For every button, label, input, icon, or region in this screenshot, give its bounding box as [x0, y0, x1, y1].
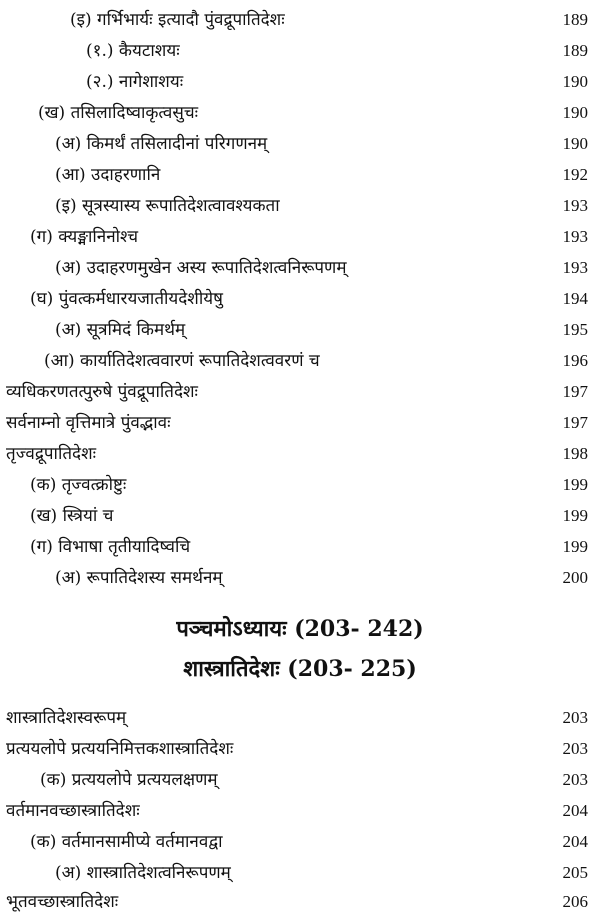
toc-entry	[0, 345, 600, 379]
entry-title: (क) तृज्वत्क्रोष्टुः	[30, 475, 127, 495]
entry-page: 203	[562, 739, 588, 758]
entry-title: (अ) उदाहरणमुखेन अस्य रूपातिदेशत्वनिरूपणम्	[55, 258, 347, 278]
entry-page: 193	[562, 258, 588, 277]
entry-page: 203	[562, 708, 588, 727]
entry-page: 190	[562, 103, 588, 122]
entry-title: (ग) विभाषा तृतीयादिष्वचि	[30, 537, 191, 557]
entry-title: (ख) स्त्रियां च	[30, 506, 114, 526]
toc-entry	[0, 438, 600, 472]
entry-title: (अ) रूपातिदेशस्य समर्थनम्	[55, 568, 223, 588]
toc-entry	[0, 97, 600, 131]
toc-entry	[0, 702, 600, 736]
entry-page: 197	[562, 413, 588, 432]
toc-entry	[0, 376, 600, 410]
entry-title: (१.) कैयटाशयः	[86, 41, 180, 61]
entry-page: 189	[562, 10, 588, 29]
entry-title: (इ) सूत्रस्यास्य रूपातिदेशत्वावश्यकता	[55, 196, 280, 216]
entry-page: 198	[562, 444, 588, 463]
toc-entry	[0, 886, 600, 920]
entry-page: 196	[562, 351, 588, 370]
toc-entry	[0, 221, 600, 255]
entry-title: तृज्वद्रूपातिदेशः	[6, 444, 97, 464]
entry-title: (ग) क्यङ्मानिनोश्च	[30, 227, 139, 247]
toc-entry	[0, 283, 600, 317]
toc-entry	[0, 562, 600, 596]
entry-page: 206	[562, 892, 588, 911]
entry-page: 204	[562, 801, 588, 820]
entry-title: (आ) कार्यातिदेशत्ववारणं रूपातिदेशत्ववरणं च	[44, 351, 320, 371]
entry-page: 204	[562, 832, 588, 851]
entry-page: 203	[562, 770, 588, 789]
section-heading: शास्त्रातिदेशः (203- 225)	[183, 656, 417, 682]
entry-page: 197	[562, 382, 588, 401]
entry-title: (आ) उदाहरणानि	[55, 165, 161, 185]
entry-page: 199	[562, 506, 588, 525]
entry-page: 200	[562, 568, 588, 587]
entry-title: शास्त्रातिदेशस्वरूपम्	[6, 708, 127, 728]
entry-title: (क) वर्तमानसामीप्ये वर्तमानवद्वा	[30, 832, 223, 852]
toc-entry	[0, 4, 600, 38]
entry-title: (क) प्रत्ययलोपे प्रत्ययलक्षणम्	[40, 770, 218, 790]
chapter-heading: पञ्चमोऽध्यायः (203- 242)	[176, 616, 424, 642]
toc-entry	[0, 407, 600, 441]
entry-title: व्यधिकरणतत्पुरुषे पुंवद्रूपातिदेशः	[6, 382, 198, 402]
toc-entry	[0, 469, 600, 503]
entry-page: 190	[562, 134, 588, 153]
entry-title: (घ) पुंवत्कर्मधारयजातीयदेशीयेषु	[30, 289, 223, 309]
entry-page: 189	[562, 41, 588, 60]
entry-title: प्रत्ययलोपे प्रत्ययनिमित्तकशास्त्रातिदेशः	[6, 739, 234, 759]
entry-title: (इ) गर्भिभार्यः इत्यादौ पुंवद्रूपातिदेशः	[70, 10, 285, 30]
entry-page: 192	[562, 165, 588, 184]
toc-entry	[0, 826, 600, 860]
toc-entry	[0, 190, 600, 224]
entry-page: 193	[562, 227, 588, 246]
toc-entry	[0, 128, 600, 162]
entry-page: 199	[562, 537, 588, 556]
entry-page: 190	[562, 72, 588, 91]
entry-title: (अ) सूत्रमिदं किमर्थम्	[55, 320, 186, 340]
toc-entry	[0, 35, 600, 69]
entry-page: 205	[562, 863, 588, 882]
entry-page: 195	[562, 320, 588, 339]
entry-title: (अ) शास्त्रातिदेशत्वनिरूपणम्	[55, 863, 231, 883]
entry-page: 194	[562, 289, 588, 308]
toc-entry	[0, 314, 600, 348]
toc-entry	[0, 733, 600, 767]
toc-entry	[0, 795, 600, 829]
entry-title: सर्वनाम्नो वृत्तिमात्रे पुंवद्भावः	[6, 413, 171, 433]
entry-title: वर्तमानवच्छास्त्रातिदेशः	[6, 801, 140, 821]
toc-entry	[0, 252, 600, 286]
entry-title: (अ) किमर्थं तसिलादीनां परिगणनम्	[55, 134, 268, 154]
toc-entry	[0, 531, 600, 565]
entry-title: (ख) तसिलादिष्वाकृत्वसुचः	[38, 103, 199, 123]
entry-page: 193	[562, 196, 588, 215]
toc-entry	[0, 500, 600, 534]
entry-page: 199	[562, 475, 588, 494]
entry-title: भूतवच्छास्त्रातिदेशः	[6, 892, 119, 912]
toc-entry	[0, 764, 600, 798]
entry-title: (२.) नागेशाशयः	[86, 72, 184, 92]
toc-entry	[0, 159, 600, 193]
toc-entry	[0, 66, 600, 100]
